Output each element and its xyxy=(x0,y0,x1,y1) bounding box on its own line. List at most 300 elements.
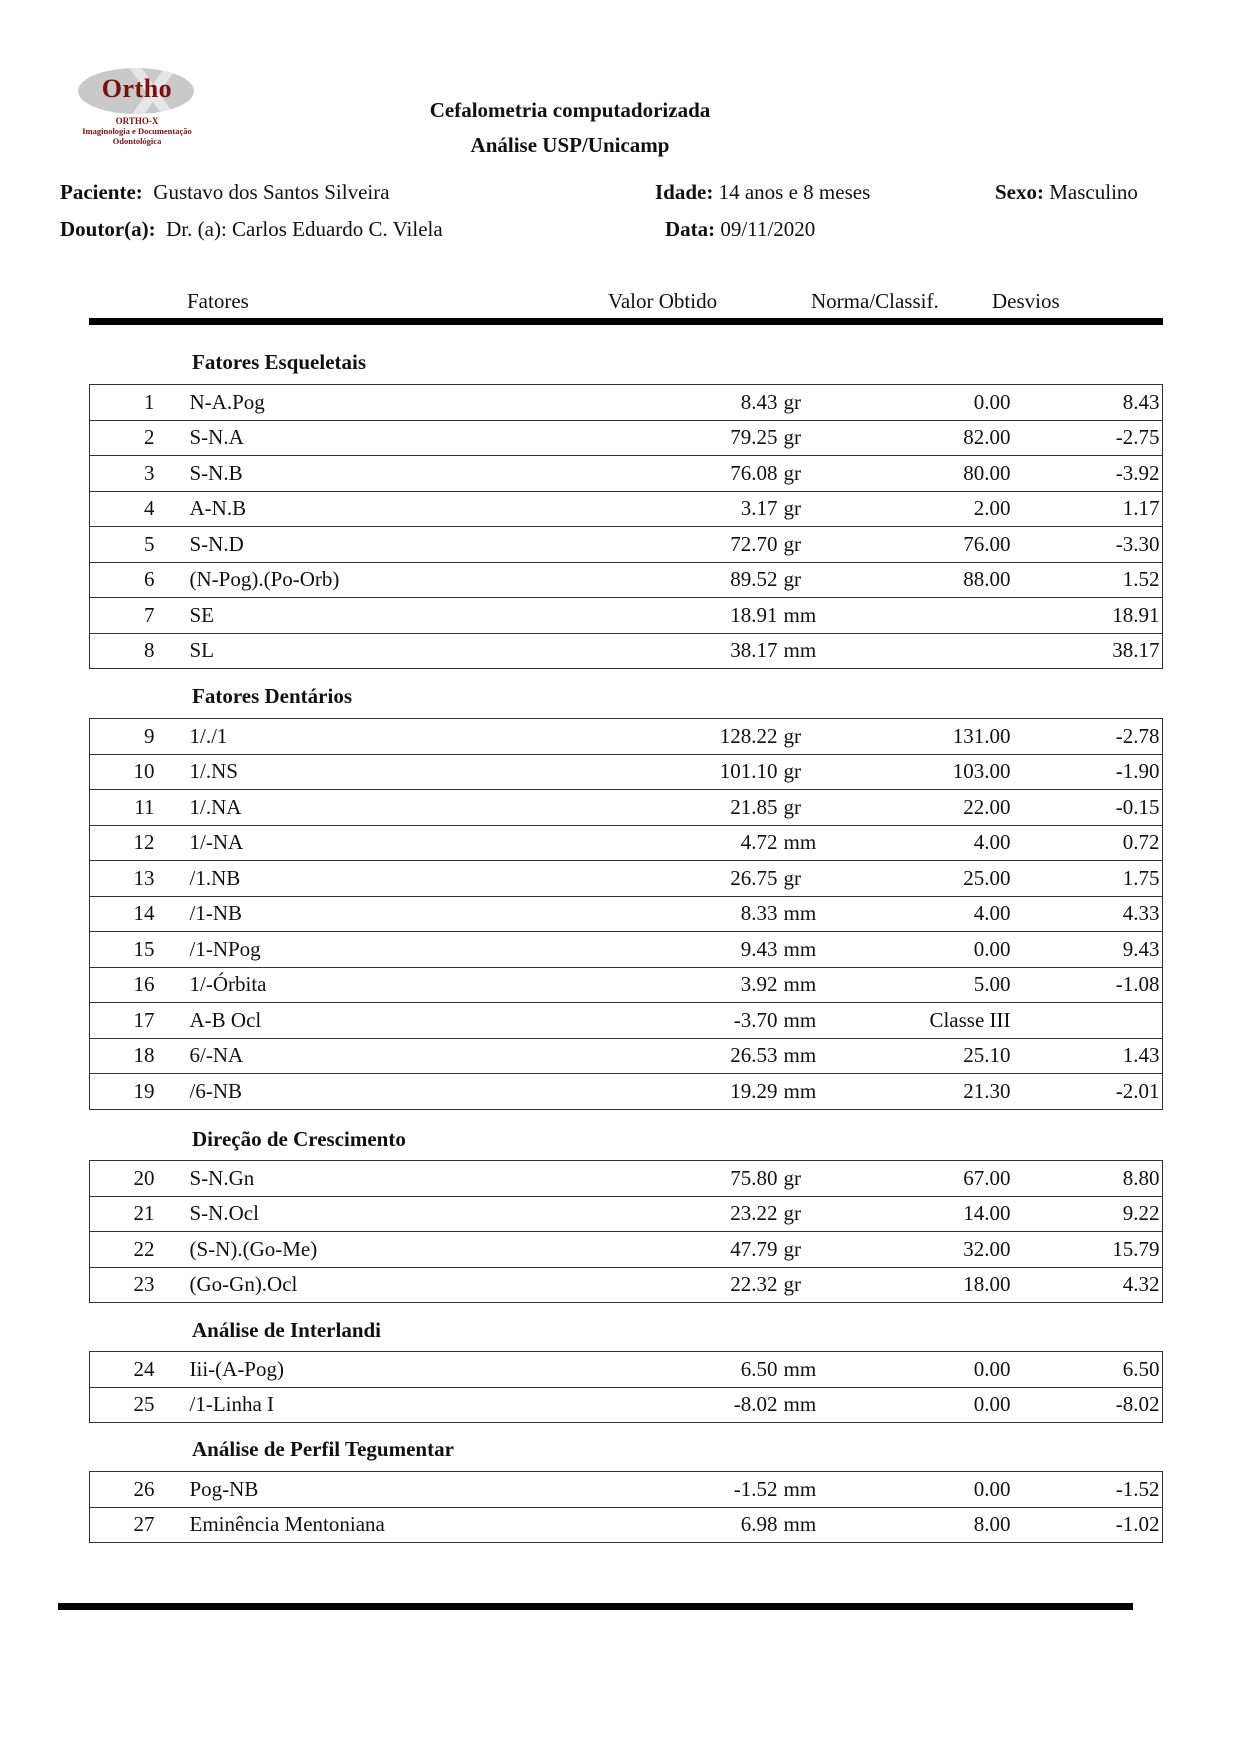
norm-value: 25.10 xyxy=(821,1038,1011,1074)
obtained-value-cell xyxy=(475,1038,821,1074)
obtained-value-cell xyxy=(475,1507,821,1543)
obtained-value-cell xyxy=(475,825,821,861)
deviation-value: -3.30 xyxy=(1011,527,1160,563)
spacer-cell xyxy=(1160,1196,1163,1232)
row-number-cell xyxy=(90,1074,155,1110)
obtained-value-cell xyxy=(475,1472,821,1508)
report-subtitle: Análise USP/Unicamp xyxy=(470,133,670,157)
table-row xyxy=(90,825,1163,861)
value-unit: gr xyxy=(783,1201,801,1226)
norm-value: Classe III xyxy=(821,1003,1011,1039)
date-label: Data: xyxy=(665,217,716,241)
spacer-cell xyxy=(1160,1387,1163,1423)
spacer-cell xyxy=(1160,598,1163,634)
factor-name: S-N.D xyxy=(155,527,475,563)
norm-value: 18.00 xyxy=(963,1272,1011,1297)
norm-value: 14.00 xyxy=(821,1196,1011,1232)
obtained-value: 23.22 xyxy=(730,1201,778,1226)
obtained-value: 6.98 xyxy=(740,1512,778,1537)
spacer-cell xyxy=(1160,896,1163,932)
norm-value: 4.00 xyxy=(821,896,1011,932)
obtained-value-cell xyxy=(475,967,821,1003)
factor-name: /1-Linha I xyxy=(189,1392,275,1417)
spacer-cell xyxy=(1160,790,1163,826)
factor-name: /6-NB xyxy=(189,1078,242,1103)
factor-name: S-N.A xyxy=(155,420,475,456)
table-row xyxy=(90,385,1163,421)
deviation-value: 0.72 xyxy=(1011,825,1160,861)
row-number-cell xyxy=(90,932,155,968)
row-number-cell xyxy=(90,1267,155,1303)
spacer-cell xyxy=(1160,825,1163,861)
row-number: 14 xyxy=(133,901,155,926)
factor-table xyxy=(89,718,1163,1110)
table-row xyxy=(90,1352,1163,1388)
value-unit: mm xyxy=(783,1007,817,1032)
factor-name: A-B Ocl xyxy=(155,1003,475,1039)
obtained-value: 76.08 xyxy=(730,460,778,485)
deviation-value: -1.02 xyxy=(1115,1512,1160,1537)
factor-name: S-N.Ocl xyxy=(155,1196,475,1232)
row-number: 27 xyxy=(133,1512,155,1537)
value-unit: mm xyxy=(783,1043,817,1068)
row-number: 9 xyxy=(144,723,155,748)
table-row xyxy=(90,598,1163,634)
table-row xyxy=(90,861,1163,897)
row-number-cell xyxy=(90,1232,155,1268)
norm-value: 25.00 xyxy=(821,861,1011,897)
spacer-cell xyxy=(1160,754,1163,790)
row-number-cell xyxy=(90,1196,155,1232)
norm-value: 21.30 xyxy=(963,1078,1011,1103)
deviation-value: -3.92 xyxy=(1011,456,1160,492)
norm-value: 82.00 xyxy=(821,420,1011,456)
spacer-cell xyxy=(1160,1232,1163,1268)
norm-value: 131.00 xyxy=(821,719,1011,755)
row-number: 26 xyxy=(133,1476,155,1501)
value-unit: mm xyxy=(783,1356,817,1381)
factor-table xyxy=(89,1471,1163,1543)
factor-name: /1-NPog xyxy=(155,932,475,968)
norm-value xyxy=(821,598,1011,634)
obtained-value: 47.79 xyxy=(730,1236,778,1261)
row-number: 22 xyxy=(133,1236,155,1261)
row-number-cell xyxy=(90,1472,155,1508)
logo-tagline-2: Odontológica xyxy=(112,136,162,146)
obtained-value: 72.70 xyxy=(730,531,778,556)
factor-name: /1.NB xyxy=(155,861,475,897)
row-number: 7 xyxy=(144,602,155,627)
factor-name: 1/.NA xyxy=(155,790,475,826)
norm-value: 80.00 xyxy=(821,456,1011,492)
row-number: 12 xyxy=(133,830,155,855)
row-number: 23 xyxy=(133,1272,155,1297)
obtained-value-cell xyxy=(475,598,821,634)
spacer-cell xyxy=(1160,1003,1163,1039)
row-number-cell xyxy=(90,1038,155,1074)
table-row xyxy=(90,562,1163,598)
row-number: 4 xyxy=(144,496,155,521)
value-unit: mm xyxy=(783,972,817,997)
norm-value: 5.00 xyxy=(821,967,1011,1003)
obtained-value: 3.92 xyxy=(740,972,778,997)
table-row xyxy=(90,1387,1163,1423)
row-number: 17 xyxy=(133,1007,155,1032)
column-header-deviation: Desvios xyxy=(992,289,1060,313)
obtained-value-cell xyxy=(475,1196,821,1232)
obtained-value: 22.32 xyxy=(730,1272,778,1297)
row-number-cell xyxy=(90,1352,155,1388)
obtained-value-cell xyxy=(475,385,821,421)
obtained-value: 38.17 xyxy=(730,638,778,663)
row-number: 6 xyxy=(144,567,155,592)
row-number-cell xyxy=(90,1387,155,1423)
deviation-value: 4.33 xyxy=(1011,896,1160,932)
obtained-value: 89.52 xyxy=(730,567,778,592)
value-unit: mm xyxy=(783,1078,817,1103)
norm-value: 4.00 xyxy=(821,825,1011,861)
norm-value: 0.00 xyxy=(973,1392,1011,1417)
row-number: 5 xyxy=(144,531,155,556)
spacer-cell xyxy=(1160,633,1163,669)
norm-value: 0.00 xyxy=(821,1352,1011,1388)
factor-name: 1/.NS xyxy=(155,754,475,790)
obtained-value: 3.17 xyxy=(740,496,778,521)
patient-name-value: Gustavo dos Santos Silveira xyxy=(153,180,390,204)
table-row xyxy=(90,1074,1163,1110)
value-unit: mm xyxy=(783,936,817,961)
norm-value: 103.00 xyxy=(821,754,1011,790)
obtained-value-cell xyxy=(475,932,821,968)
row-number: 11 xyxy=(134,794,155,819)
table-row xyxy=(90,1232,1163,1268)
table-row xyxy=(90,1267,1163,1303)
obtained-value: 26.53 xyxy=(730,1043,778,1068)
obtained-value: 18.91 xyxy=(730,602,778,627)
column-header-factors: Fatores xyxy=(187,289,249,313)
factor-name: Eminência Mentoniana xyxy=(189,1512,385,1537)
obtained-value-cell xyxy=(475,527,821,563)
norm-value: 32.00 xyxy=(821,1232,1011,1268)
table-row xyxy=(90,420,1163,456)
spacer-cell xyxy=(1160,1472,1163,1508)
spacer-cell xyxy=(1160,491,1163,527)
deviation-value: -1.90 xyxy=(1011,754,1160,790)
obtained-value: -3.70 xyxy=(733,1007,778,1032)
deviation-value: 1.75 xyxy=(1011,861,1160,897)
obtained-value-cell xyxy=(475,420,821,456)
row-number: 1 xyxy=(144,389,155,414)
deviation-value: -0.15 xyxy=(1011,790,1160,826)
factor-name: 1/-NA xyxy=(155,825,475,861)
row-number: 2 xyxy=(144,425,155,450)
norm-value: 8.00 xyxy=(973,1512,1011,1537)
obtained-value: 19.29 xyxy=(730,1078,778,1103)
obtained-value-cell xyxy=(475,896,821,932)
factor-name: S-N.Gn xyxy=(155,1161,475,1197)
patient-sex-field xyxy=(995,180,1138,205)
row-number-cell xyxy=(90,1003,155,1039)
row-number-cell xyxy=(90,456,155,492)
deviation-value: 9.43 xyxy=(1011,932,1160,968)
row-number-cell xyxy=(90,491,155,527)
row-number-cell xyxy=(90,861,155,897)
header-divider xyxy=(89,318,1163,325)
section-title: Análise de Interlandi xyxy=(192,1318,382,1342)
row-number-cell xyxy=(90,385,155,421)
deviation-value: 8.43 xyxy=(1011,385,1160,421)
deviation-value: -2.78 xyxy=(1011,719,1160,755)
footer-divider xyxy=(58,1603,1133,1610)
row-number: 24 xyxy=(133,1356,155,1381)
norm-value: 76.00 xyxy=(821,527,1011,563)
value-unit: mm xyxy=(783,1512,817,1537)
obtained-value-cell xyxy=(475,1232,821,1268)
value-unit: gr xyxy=(783,723,801,748)
factor-name: 6/-NA xyxy=(155,1038,475,1074)
row-number-cell xyxy=(90,967,155,1003)
section-title: Fatores Dentários xyxy=(192,684,352,708)
spacer-cell xyxy=(1160,385,1163,421)
row-number: 8 xyxy=(144,638,155,663)
factor-name: (Go-Gn).Ocl xyxy=(189,1272,298,1297)
table-row xyxy=(90,1003,1163,1039)
section-title: Fatores Esqueletais xyxy=(192,350,367,374)
factor-table xyxy=(89,384,1163,669)
deviation-value: -2.75 xyxy=(1011,420,1160,456)
deviation-value: 15.79 xyxy=(1011,1232,1160,1268)
patient-age-label: Idade: xyxy=(655,180,714,204)
spacer-cell xyxy=(1160,420,1163,456)
value-unit: mm xyxy=(783,901,817,926)
deviation-value: 18.91 xyxy=(1011,598,1160,634)
obtained-value: 6.50 xyxy=(740,1356,778,1381)
obtained-value-cell xyxy=(475,1161,821,1197)
row-number: 25 xyxy=(133,1392,155,1417)
column-header-norm: Norma/Classif. xyxy=(811,289,939,313)
spacer-cell xyxy=(1160,527,1163,563)
value-unit: gr xyxy=(783,794,801,819)
row-number: 18 xyxy=(133,1043,155,1068)
spacer-cell xyxy=(1160,1352,1163,1388)
date-value: 09/11/2020 xyxy=(720,217,816,241)
patient-sex-value: Masculino xyxy=(1049,180,1138,204)
obtained-value: -8.02 xyxy=(733,1392,778,1417)
logo-tagline-1: Imaginologia e Documentação xyxy=(82,126,192,136)
norm-value: 2.00 xyxy=(821,491,1011,527)
obtained-value: 79.25 xyxy=(730,425,778,450)
deviation-value: 1.43 xyxy=(1011,1038,1160,1074)
spacer-cell xyxy=(1160,719,1163,755)
obtained-value-cell xyxy=(475,1387,821,1423)
obtained-value-cell xyxy=(475,754,821,790)
row-number-cell xyxy=(90,562,155,598)
obtained-value-cell xyxy=(475,1003,821,1039)
date-field xyxy=(665,217,815,242)
row-number-cell xyxy=(90,598,155,634)
factor-name: 1/-Órbita xyxy=(155,967,475,1003)
value-unit: gr xyxy=(783,389,801,414)
obtained-value-cell xyxy=(475,1352,821,1388)
value-unit: gr xyxy=(783,865,801,890)
norm-value: 67.00 xyxy=(821,1161,1011,1197)
factor-name: S-N.B xyxy=(155,456,475,492)
obtained-value-cell xyxy=(475,790,821,826)
value-unit: mm xyxy=(783,638,817,663)
spacer-cell xyxy=(1160,456,1163,492)
deviation-value: 1.52 xyxy=(1011,562,1160,598)
spacer-cell xyxy=(1160,967,1163,1003)
table-row xyxy=(90,527,1163,563)
norm-value xyxy=(821,633,1011,669)
value-unit: mm xyxy=(783,1476,817,1501)
row-number: 21 xyxy=(133,1201,155,1226)
table-row xyxy=(90,790,1163,826)
value-unit: mm xyxy=(783,1392,817,1417)
doctor-value: Dr. (a): Carlos Eduardo C. Vilela xyxy=(166,217,443,241)
table-row xyxy=(90,932,1163,968)
obtained-value-cell xyxy=(475,719,821,755)
table-row xyxy=(90,456,1163,492)
obtained-value: 101.10 xyxy=(719,759,778,784)
obtained-value-cell xyxy=(475,1074,821,1110)
obtained-value: 26.75 xyxy=(730,865,778,890)
obtained-value: -1.52 xyxy=(733,1476,778,1501)
norm-value: 88.00 xyxy=(821,562,1011,598)
deviation-value: 4.32 xyxy=(1122,1272,1160,1297)
spacer-cell xyxy=(1160,1161,1163,1197)
factor-name: Iii-(A-Pog) xyxy=(155,1352,475,1388)
row-number: 19 xyxy=(133,1078,155,1103)
obtained-value: 21.85 xyxy=(730,794,778,819)
deviation-value: 1.17 xyxy=(1011,491,1160,527)
doctor-field xyxy=(60,217,443,242)
obtained-value-cell xyxy=(475,1267,821,1303)
value-unit: gr xyxy=(783,460,801,485)
table-row xyxy=(90,491,1163,527)
patient-sex-label: Sexo: xyxy=(995,180,1044,204)
spacer-cell xyxy=(1160,861,1163,897)
deviation-value: 38.17 xyxy=(1112,638,1160,663)
row-number-cell xyxy=(90,719,155,755)
row-number-cell xyxy=(90,896,155,932)
table-row xyxy=(90,754,1163,790)
row-number-cell xyxy=(90,633,155,669)
spacer-cell xyxy=(1160,932,1163,968)
deviation-value: 9.22 xyxy=(1011,1196,1160,1232)
row-number-cell xyxy=(90,420,155,456)
factor-name: (N-Pog).(Po-Orb) xyxy=(155,562,475,598)
deviation-value: 8.80 xyxy=(1011,1161,1160,1197)
table-row xyxy=(90,1507,1163,1543)
value-unit: gr xyxy=(783,567,801,592)
spacer-cell xyxy=(1160,1507,1163,1543)
patient-name-label: Paciente: xyxy=(60,180,143,204)
obtained-value-cell xyxy=(475,491,821,527)
value-unit: gr xyxy=(783,1165,801,1190)
factor-table xyxy=(89,1160,1163,1303)
logo-wordmark: Ortho xyxy=(101,74,173,103)
row-number-cell xyxy=(90,1507,155,1543)
deviation-value: -1.52 xyxy=(1011,1472,1160,1508)
spacer-cell xyxy=(1160,1038,1163,1074)
table-row xyxy=(90,896,1163,932)
obtained-value: 8.43 xyxy=(740,389,778,414)
norm-value: 0.00 xyxy=(821,932,1011,968)
factor-name: SE xyxy=(155,598,475,634)
table-row xyxy=(90,1038,1163,1074)
deviation-value: -8.02 xyxy=(1115,1392,1160,1417)
norm-value: 22.00 xyxy=(821,790,1011,826)
row-number: 20 xyxy=(133,1165,155,1190)
value-unit: mm xyxy=(783,602,817,627)
table-row xyxy=(90,719,1163,755)
section-title: Análise de Perfil Tegumentar xyxy=(192,1437,454,1461)
obtained-value-cell xyxy=(475,633,821,669)
obtained-value-cell xyxy=(475,562,821,598)
row-number: 3 xyxy=(144,460,155,485)
row-number: 13 xyxy=(133,865,155,890)
deviation-value: 6.50 xyxy=(1011,1352,1160,1388)
factor-name: (S-N).(Go-Me) xyxy=(155,1232,475,1268)
factor-name: N-A.Pog xyxy=(155,385,475,421)
row-number: 16 xyxy=(133,972,155,997)
row-number-cell xyxy=(90,754,155,790)
row-number: 15 xyxy=(133,936,155,961)
factor-name: SL xyxy=(189,638,215,663)
value-unit: gr xyxy=(783,759,801,784)
table-row xyxy=(90,633,1163,669)
obtained-value: 9.43 xyxy=(740,936,778,961)
patient-name-field xyxy=(60,180,390,205)
report-title: Cefalometria computadorizada xyxy=(429,98,711,122)
factor-name: A-N.B xyxy=(155,491,475,527)
obtained-value-cell xyxy=(475,456,821,492)
obtained-value: 128.22 xyxy=(719,723,778,748)
obtained-value: 75.80 xyxy=(730,1165,778,1190)
patient-age-value: 14 anos e 8 meses xyxy=(718,180,871,204)
row-number-cell xyxy=(90,790,155,826)
value-unit: gr xyxy=(783,425,801,450)
value-unit: mm xyxy=(783,830,817,855)
value-unit: gr xyxy=(783,1236,801,1261)
spacer-cell xyxy=(1160,1074,1163,1110)
column-header-value: Valor Obtido xyxy=(608,289,718,313)
section-title: Direção de Crescimento xyxy=(192,1127,406,1151)
factor-table xyxy=(89,1351,1163,1423)
obtained-value-cell xyxy=(475,861,821,897)
value-unit: gr xyxy=(783,1272,801,1297)
table-row xyxy=(90,1472,1163,1508)
obtained-value: 8.33 xyxy=(740,901,778,926)
deviation-value: -2.01 xyxy=(1115,1078,1160,1103)
deviation-value: -1.08 xyxy=(1011,967,1160,1003)
norm-value: 0.00 xyxy=(821,1472,1011,1508)
row-number-cell xyxy=(90,1161,155,1197)
deviation-value xyxy=(1011,1003,1160,1039)
table-row xyxy=(90,967,1163,1003)
row-number-cell xyxy=(90,527,155,563)
obtained-value: 4.72 xyxy=(740,830,778,855)
table-row xyxy=(90,1161,1163,1197)
doctor-label: Doutor(a): xyxy=(60,217,156,241)
logo-brand-line: ORTHO-X xyxy=(115,116,159,126)
patient-age-field xyxy=(655,180,870,205)
factor-name: Pog-NB xyxy=(155,1472,475,1508)
value-unit: gr xyxy=(783,496,801,521)
row-number: 10 xyxy=(133,759,155,784)
factor-name: 1/./1 xyxy=(155,719,475,755)
